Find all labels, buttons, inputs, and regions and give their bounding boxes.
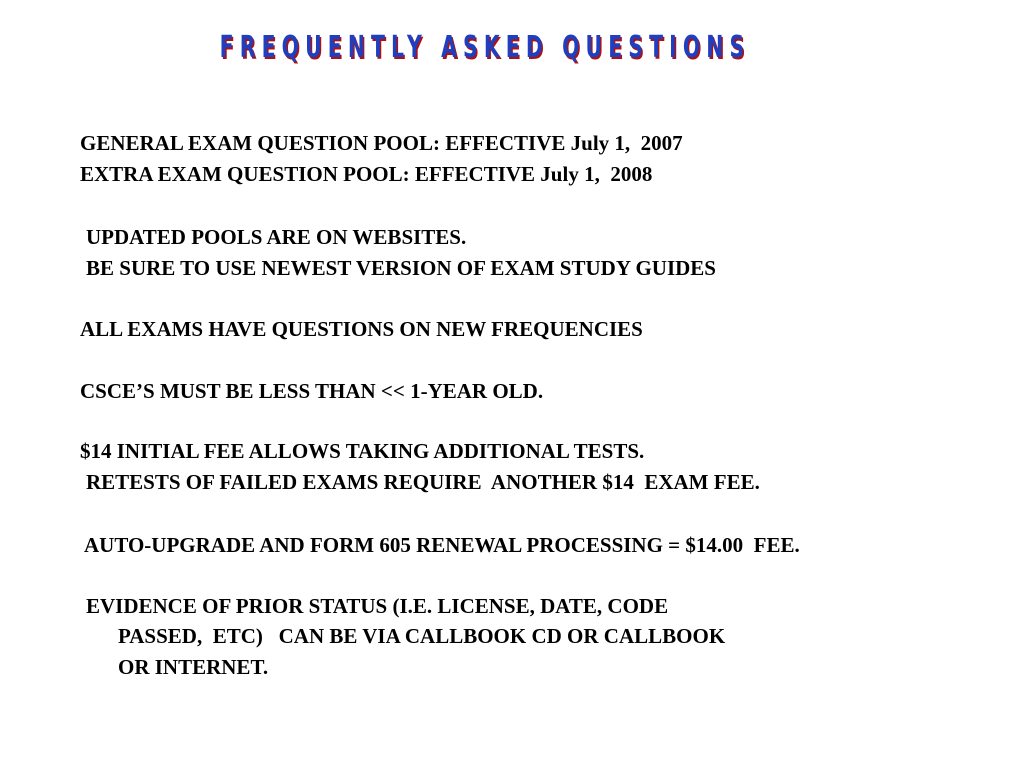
evidence-line-3: OR INTERNET. [118,655,269,679]
auto-upgrade-line: AUTO-UPGRADE AND FORM 605 RENEWAL PROCESSING = $14.00 FEE. [84,533,800,557]
study-guides-line: BE SURE TO USE NEWEST VERSION OF EXAM STUDY GUIDES [86,256,716,280]
initial-fee-line: $14 INITIAL FEE ALLOWS TAKING ADDITIONAL TESTS. [80,439,645,463]
retests-line: RETESTS OF FAILED EXAMS REQUIRE ANOTHER $14 EXAM FEE. [86,470,760,494]
new-frequencies-line: ALL EXAMS HAVE QUESTIONS ON NEW FREQUENCIES [80,317,643,341]
csce-line: CSCE’S MUST BE LESS THAN << 1-YEAR OLD. [80,379,544,403]
evidence-line-1: EVIDENCE OF PRIOR STATUS (I.E. LICENSE, DATE, CODE [86,594,669,618]
general-pool-line: GENERAL EXAM QUESTION POOL: EFFECTIVE July 1, 2007 [80,131,683,155]
evidence-line-2: PASSED, ETC) CAN BE VIA CALLBOOK CD OR CALLBOOK [118,624,726,648]
updated-pools-line: UPDATED POOLS ARE ON WEBSITES. [86,225,467,249]
slide-title: FREQUENTLY ASKED QUESTIONS [219,30,751,65]
extra-pool-line: EXTRA EXAM QUESTION POOL: EFFECTIVE July 1, 2008 [80,162,653,186]
